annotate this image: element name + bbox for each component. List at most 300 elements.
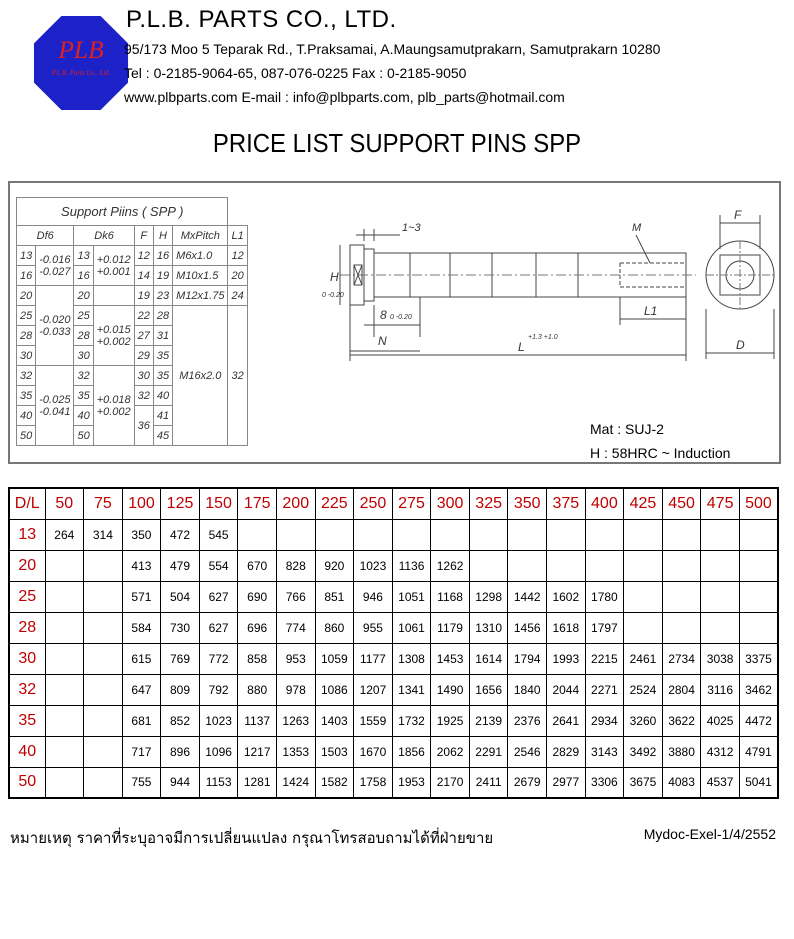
- row-diameter: 13: [9, 519, 45, 550]
- price-cell: 3260: [624, 705, 663, 736]
- price-cell: [276, 519, 315, 550]
- length-header: 150: [199, 488, 238, 519]
- dim-h: 23: [153, 286, 172, 306]
- price-cell: 2461: [624, 643, 663, 674]
- dim-dk6-tol-empty: [93, 286, 134, 306]
- dim-df6: 28: [17, 326, 36, 346]
- price-cell: 1061: [392, 612, 431, 643]
- length-header: 50: [45, 488, 84, 519]
- price-cell: 627: [199, 612, 238, 643]
- dim-dk6: 50: [74, 426, 93, 446]
- price-cell: [45, 581, 84, 612]
- price-cell: [701, 519, 740, 550]
- price-cell: [84, 643, 123, 674]
- drawing-label-f: F: [734, 208, 742, 222]
- dim-header-dk6: Dk6: [74, 226, 134, 246]
- length-header: 200: [276, 488, 315, 519]
- price-cell: 1353: [276, 736, 315, 767]
- dim-header-f: F: [134, 226, 153, 246]
- dim-f: 29: [134, 346, 153, 366]
- length-header: 250: [354, 488, 393, 519]
- dim-df6: 20: [17, 286, 36, 306]
- price-cell: 755: [122, 767, 161, 798]
- price-cell: [585, 519, 624, 550]
- price-cell: [662, 550, 701, 581]
- price-cell: 4083: [662, 767, 701, 798]
- price-cell: 1281: [238, 767, 277, 798]
- price-cell: 1490: [431, 674, 470, 705]
- support-pin-drawing: [320, 201, 780, 441]
- dim-l1: 20: [228, 266, 247, 286]
- price-cell: 1207: [354, 674, 393, 705]
- dim-df6: 13: [17, 246, 36, 266]
- price-row: [9, 705, 778, 736]
- dim-l1: 12: [228, 246, 247, 266]
- price-cell: [624, 612, 663, 643]
- price-table-body: [9, 519, 778, 798]
- price-cell: 2376: [508, 705, 547, 736]
- length-header: 350: [508, 488, 547, 519]
- dim-f: 32: [134, 386, 153, 406]
- price-cell: 3675: [624, 767, 663, 798]
- price-cell: 772: [199, 643, 238, 674]
- length-header: 275: [392, 488, 431, 519]
- document-reference: Mydoc-Exel-1/4/2552: [643, 826, 776, 842]
- price-cell: [508, 519, 547, 550]
- row-diameter: 50: [9, 767, 45, 798]
- price-cell: 1023: [354, 550, 393, 581]
- price-cell: 647: [122, 674, 161, 705]
- company-name: P.L.B. PARTS CO., LTD.: [126, 6, 397, 33]
- price-cell: 1403: [315, 705, 354, 736]
- material-spec: Mat : SUJ-2: [590, 421, 664, 437]
- company-phone: Tel : 0-2185-9064-65, 087-076-0225 Fax : 0-2185-9050: [124, 65, 467, 81]
- price-cell: [45, 767, 84, 798]
- price-cell: 717: [122, 736, 161, 767]
- price-cell: 2139: [469, 705, 508, 736]
- dim-df6-tol: -0.025 -0.041: [36, 366, 74, 446]
- price-row: [9, 581, 778, 612]
- price-cell: 584: [122, 612, 161, 643]
- dim-dk6: 16: [74, 266, 93, 286]
- row-diameter: 40: [9, 736, 45, 767]
- drawing-label-dim-1-3: 1~3: [402, 222, 421, 234]
- price-row: [9, 767, 778, 798]
- price-cell: [84, 767, 123, 798]
- price-cell: [547, 550, 586, 581]
- company-web-email: www.plbparts.com E-mail : info@plbparts.com, plb_parts@hotmail.com: [124, 89, 565, 105]
- dim-mxpitch: M16x2.0: [173, 306, 228, 446]
- price-cell: 3492: [624, 736, 663, 767]
- price-cell: 2271: [585, 674, 624, 705]
- price-cell: 851: [315, 581, 354, 612]
- dim-header-l1: L1: [228, 226, 247, 246]
- price-cell: 792: [199, 674, 238, 705]
- dim-dk6: 35: [74, 386, 93, 406]
- row-diameter: 30: [9, 643, 45, 674]
- price-cell: 1856: [392, 736, 431, 767]
- dim-dk6: 20: [74, 286, 93, 306]
- drawing-label-l-tol: +1.3 +1.0: [528, 334, 558, 341]
- price-cell: 1614: [469, 643, 508, 674]
- price-cell: 1840: [508, 674, 547, 705]
- dim-df6: 16: [17, 266, 36, 286]
- logo-subtext: P.L.B. Parts Co., Ltd.: [51, 69, 111, 77]
- price-cell: [585, 550, 624, 581]
- price-cell: [469, 519, 508, 550]
- price-cell: 413: [122, 550, 161, 581]
- price-row: [9, 550, 778, 581]
- row-diameter: 35: [9, 705, 45, 736]
- price-cell: 1096: [199, 736, 238, 767]
- drawing-label-l: L: [518, 340, 525, 354]
- price-cell: [84, 612, 123, 643]
- length-header: 375: [547, 488, 586, 519]
- price-cell: 350: [122, 519, 161, 550]
- dim-dk6: 25: [74, 306, 93, 326]
- price-row: [9, 519, 778, 550]
- row-diameter: 28: [9, 612, 45, 643]
- dim-h: 45: [153, 426, 172, 446]
- price-cell: 1456: [508, 612, 547, 643]
- price-cell: 670: [238, 550, 277, 581]
- price-cell: 1503: [315, 736, 354, 767]
- price-cell: 5041: [739, 767, 778, 798]
- price-cell: 554: [199, 550, 238, 581]
- price-cell: 1308: [392, 643, 431, 674]
- price-cell: 264: [45, 519, 84, 550]
- dim-h: 41: [153, 406, 172, 426]
- price-cell: 1177: [354, 643, 393, 674]
- price-cell: 1137: [238, 705, 277, 736]
- price-cell: 4025: [701, 705, 740, 736]
- length-header: 300: [431, 488, 470, 519]
- drawing-label-n: N: [378, 334, 387, 348]
- length-header: 400: [585, 488, 624, 519]
- price-cell: 1168: [431, 581, 470, 612]
- price-cell: [739, 550, 778, 581]
- price-cell: 3462: [739, 674, 778, 705]
- price-cell: 2804: [662, 674, 701, 705]
- dim-df6-tol: -0.020 -0.033: [36, 286, 74, 366]
- price-cell: 696: [238, 612, 277, 643]
- price-cell: 1953: [392, 767, 431, 798]
- price-cell: [431, 519, 470, 550]
- price-cell: 3143: [585, 736, 624, 767]
- dim-f: 30: [134, 366, 153, 386]
- price-cell: 2977: [547, 767, 586, 798]
- price-cell: [701, 581, 740, 612]
- price-cell: [739, 581, 778, 612]
- price-cell: [45, 705, 84, 736]
- length-header: 325: [469, 488, 508, 519]
- dim-df6: 50: [17, 426, 36, 446]
- price-cell: 2679: [508, 767, 547, 798]
- price-cell: 766: [276, 581, 315, 612]
- length-header: 450: [662, 488, 701, 519]
- dim-header-h: H: [153, 226, 172, 246]
- spec-panel: [8, 181, 781, 464]
- price-cell: 828: [276, 550, 315, 581]
- length-header: 100: [122, 488, 161, 519]
- dim-df6: 30: [17, 346, 36, 366]
- price-cell: 2546: [508, 736, 547, 767]
- price-cell: 2062: [431, 736, 470, 767]
- price-cell: 1993: [547, 643, 586, 674]
- price-row: [9, 612, 778, 643]
- dim-h: 28: [153, 306, 172, 326]
- price-cell: 1618: [547, 612, 586, 643]
- dim-dk6-tol: +0.015 +0.002: [93, 306, 134, 366]
- dim-dk6: 40: [74, 406, 93, 426]
- price-cell: [662, 519, 701, 550]
- price-cell: [354, 519, 393, 550]
- price-cell: [624, 519, 663, 550]
- dim-f: 36: [134, 406, 153, 446]
- price-corner: D/L: [9, 488, 45, 519]
- price-cell: 2215: [585, 643, 624, 674]
- price-cell: 1453: [431, 643, 470, 674]
- price-cell: 1424: [276, 767, 315, 798]
- price-cell: 1051: [392, 581, 431, 612]
- dimension-table-caption: Support Piins ( SPP ): [17, 198, 228, 226]
- drawing-label-h-tol: 0 -0.20: [322, 292, 344, 299]
- row-diameter: 20: [9, 550, 45, 581]
- dim-mxpitch: M6x1.0: [173, 246, 228, 266]
- dim-dk6: 13: [74, 246, 93, 266]
- dim-df6: 32: [17, 366, 36, 386]
- price-cell: [84, 705, 123, 736]
- price-cell: 1086: [315, 674, 354, 705]
- remark-note: หมายเหตุ ราคาที่ระบุอาจมีการเปลี่ยนแปลง กรุณาโทรสอบถามได้ที่ฝ่ายขาย: [10, 829, 494, 847]
- price-cell: 2170: [431, 767, 470, 798]
- dim-df6: 35: [17, 386, 36, 406]
- price-cell: [45, 612, 84, 643]
- price-cell: 774: [276, 612, 315, 643]
- price-cell: 504: [161, 581, 200, 612]
- price-cell: 690: [238, 581, 277, 612]
- price-cell: 2044: [547, 674, 586, 705]
- price-cell: 545: [199, 519, 238, 550]
- price-cell: 1582: [315, 767, 354, 798]
- hardness-spec: H : 58HRC ~ Induction: [590, 445, 731, 461]
- dim-df6: 40: [17, 406, 36, 426]
- price-cell: 1153: [199, 767, 238, 798]
- price-row: [9, 643, 778, 674]
- dim-h: 35: [153, 346, 172, 366]
- length-header: 125: [161, 488, 200, 519]
- dim-header-mxpitch: MxPitch: [173, 226, 228, 246]
- price-cell: 1559: [354, 705, 393, 736]
- price-cell: 730: [161, 612, 200, 643]
- drawing-label-h: H: [330, 270, 339, 284]
- price-cell: 571: [122, 581, 161, 612]
- price-header-row: [9, 488, 778, 519]
- price-cell: [45, 643, 84, 674]
- price-cell: 615: [122, 643, 161, 674]
- price-cell: 2411: [469, 767, 508, 798]
- price-cell: [315, 519, 354, 550]
- length-header: 175: [238, 488, 277, 519]
- price-cell: [45, 550, 84, 581]
- price-cell: 2291: [469, 736, 508, 767]
- price-cell: 946: [354, 581, 393, 612]
- dim-h: 40: [153, 386, 172, 406]
- price-cell: 4537: [701, 767, 740, 798]
- company-address: 95/173 Moo 5 Teparak Rd., T.Praksamai, A.Maungsamutprakarn, Samutprakarn 10280: [124, 41, 661, 57]
- row-diameter: 25: [9, 581, 45, 612]
- price-cell: [739, 519, 778, 550]
- drawing-label-l1: L1: [644, 304, 658, 318]
- price-cell: 3880: [662, 736, 701, 767]
- price-cell: [624, 581, 663, 612]
- price-cell: [739, 612, 778, 643]
- dimension-table: [16, 197, 248, 446]
- price-cell: [392, 519, 431, 550]
- price-cell: 681: [122, 705, 161, 736]
- dim-h: 31: [153, 326, 172, 346]
- price-cell: [701, 550, 740, 581]
- dim-h: 16: [153, 246, 172, 266]
- length-header: 475: [701, 488, 740, 519]
- price-cell: 944: [161, 767, 200, 798]
- price-cell: 880: [238, 674, 277, 705]
- dim-mxpitch: M12x1.75: [173, 286, 228, 306]
- price-cell: 1442: [508, 581, 547, 612]
- price-cell: 858: [238, 643, 277, 674]
- price-cell: 1023: [199, 705, 238, 736]
- price-cell: 1794: [508, 643, 547, 674]
- logo-text: PLB: [58, 35, 104, 65]
- dim-df6-tol: -0.016 -0.027: [36, 246, 74, 286]
- price-cell: [238, 519, 277, 550]
- price-cell: [662, 612, 701, 643]
- price-cell: 1341: [392, 674, 431, 705]
- price-cell: 2524: [624, 674, 663, 705]
- page-title: PRICE LIST SUPPORT PINS SPP: [212, 128, 582, 158]
- length-header: 75: [84, 488, 123, 519]
- price-cell: 4472: [739, 705, 778, 736]
- length-header: 500: [739, 488, 778, 519]
- price-cell: 978: [276, 674, 315, 705]
- price-cell: 1656: [469, 674, 508, 705]
- price-cell: [45, 736, 84, 767]
- company-logo: [32, 14, 130, 112]
- price-cell: 3116: [701, 674, 740, 705]
- price-cell: 852: [161, 705, 200, 736]
- price-cell: 3375: [739, 643, 778, 674]
- dim-f: 19: [134, 286, 153, 306]
- price-cell: 3306: [585, 767, 624, 798]
- price-row: [9, 674, 778, 705]
- price-cell: 1310: [469, 612, 508, 643]
- price-cell: 2829: [547, 736, 586, 767]
- drawing-label-b: 8: [380, 308, 387, 322]
- price-cell: [701, 612, 740, 643]
- price-cell: 3038: [701, 643, 740, 674]
- price-cell: 4312: [701, 736, 740, 767]
- price-cell: 1758: [354, 767, 393, 798]
- price-cell: 1262: [431, 550, 470, 581]
- price-cell: [84, 736, 123, 767]
- price-cell: 1217: [238, 736, 277, 767]
- price-cell: [624, 550, 663, 581]
- price-cell: 920: [315, 550, 354, 581]
- dim-f: 22: [134, 306, 153, 326]
- price-cell: 955: [354, 612, 393, 643]
- price-cell: 1263: [276, 705, 315, 736]
- price-cell: 1298: [469, 581, 508, 612]
- price-cell: 2934: [585, 705, 624, 736]
- price-table: [8, 487, 779, 799]
- price-cell: 809: [161, 674, 200, 705]
- price-cell: 2641: [547, 705, 586, 736]
- price-cell: 479: [161, 550, 200, 581]
- price-cell: [84, 674, 123, 705]
- dim-dk6: 32: [74, 366, 93, 386]
- length-header: 225: [315, 488, 354, 519]
- price-cell: 627: [199, 581, 238, 612]
- drawing-label-m: M: [632, 222, 642, 234]
- price-cell: 769: [161, 643, 200, 674]
- drawing-label-d: D: [736, 338, 745, 352]
- price-cell: [547, 519, 586, 550]
- dim-mxpitch: M10x1.5: [173, 266, 228, 286]
- price-cell: [84, 581, 123, 612]
- price-cell: 1780: [585, 581, 624, 612]
- price-cell: 896: [161, 736, 200, 767]
- dim-dk6: 30: [74, 346, 93, 366]
- dim-f: 27: [134, 326, 153, 346]
- dim-dk6-tol: +0.018 +0.002: [93, 366, 134, 446]
- price-cell: 3622: [662, 705, 701, 736]
- price-cell: 4791: [739, 736, 778, 767]
- price-cell: [84, 550, 123, 581]
- price-cell: 1059: [315, 643, 354, 674]
- price-cell: 1732: [392, 705, 431, 736]
- price-cell: 1670: [354, 736, 393, 767]
- length-header: 425: [624, 488, 663, 519]
- price-cell: [508, 550, 547, 581]
- price-cell: 314: [84, 519, 123, 550]
- dim-h: 35: [153, 366, 172, 386]
- price-cell: [662, 581, 701, 612]
- dim-h: 19: [153, 266, 172, 286]
- price-cell: [469, 550, 508, 581]
- dim-f: 12: [134, 246, 153, 266]
- drawing-label-b-tol: 0 -0.20: [390, 314, 412, 321]
- dim-l1: 32: [228, 306, 247, 446]
- price-cell: 472: [161, 519, 200, 550]
- dim-l1: 24: [228, 286, 247, 306]
- price-cell: 1179: [431, 612, 470, 643]
- price-row: [9, 736, 778, 767]
- price-cell: 1602: [547, 581, 586, 612]
- dim-header-df6: Df6: [17, 226, 74, 246]
- dim-dk6-tol: +0.012 +0.001: [93, 246, 134, 286]
- price-cell: 860: [315, 612, 354, 643]
- price-cell: 953: [276, 643, 315, 674]
- price-cell: 2734: [662, 643, 701, 674]
- price-cell: 1925: [431, 705, 470, 736]
- price-cell: 1136: [392, 550, 431, 581]
- price-cell: [45, 674, 84, 705]
- price-cell: 1797: [585, 612, 624, 643]
- dim-f: 14: [134, 266, 153, 286]
- dim-dk6: 28: [74, 326, 93, 346]
- dim-df6: 25: [17, 306, 36, 326]
- row-diameter: 32: [9, 674, 45, 705]
